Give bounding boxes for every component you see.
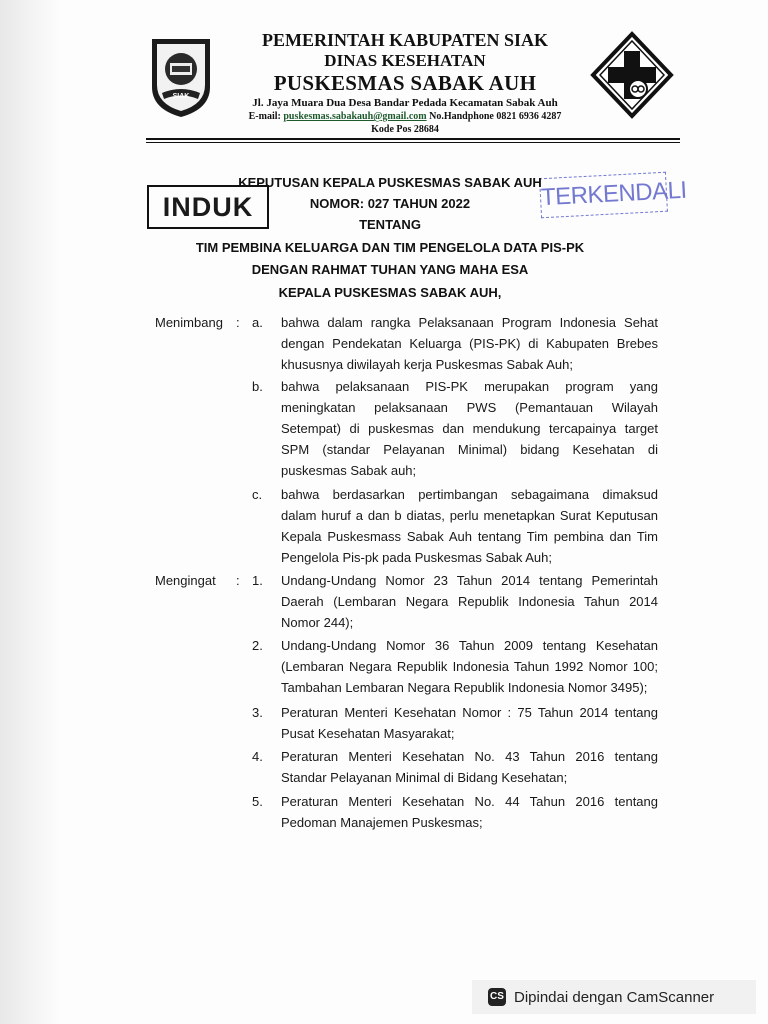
letterhead-rule-thin	[146, 142, 680, 143]
mengingat-marker: 3.	[252, 705, 263, 720]
phone: No.Handphone 0821 6936 4287	[426, 111, 562, 122]
menimbang-item: bahwa berdasarkan pertimbangan sebagaimana dimaksud dalam huruf a dan b diatas, perlu menetapkan Surat Keputusan Kepala Puskesmass Sabak Auh tentang Tim pembina dan Tim Pengelola Pis-pk pada Puskesmas Sabak Auh;	[281, 487, 658, 565]
letterhead-rule-thick	[146, 138, 680, 140]
menimbang-item: bahwa dalam rangka Pelaksanaan Program Indonesia Sehat dengan Pendekatan Keluarga (PIS-PK) di Kabupaten Brebes khususnya diwilayah kerja Puskesmas Sabak Auh;	[281, 315, 658, 372]
camscanner-label: Dipindai dengan CamScanner	[514, 988, 715, 1006]
menimbang-marker: b.	[252, 379, 263, 394]
camscanner-icon: CS	[488, 988, 506, 1006]
mengingat-item: Peraturan Menteri Kesehatan Nomor : 75 Tahun 2014 tentang Pusat Kesehatan Masyarakat;	[281, 705, 658, 741]
mengingat-item: Undang-Undang Nomor 36 Tahun 2009 tentang Kesehatan (Lembaran Negara Republik Indonesia Tahun 1992 Nomor 100; Tambahan Lembaran Negara Republik Indonesia Nomor 3495);	[281, 638, 658, 695]
camscanner-badge	[472, 980, 756, 1014]
regency-emblem-icon	[148, 35, 214, 119]
mengingat-label: Mengingat	[155, 573, 216, 588]
mengingat-marker: 1.	[252, 573, 263, 588]
mengingat-item: Peraturan Menteri Kesehatan No. 44 Tahun 2016 tentang Pedoman Manajemen Puskesmas;	[281, 794, 658, 830]
decree-title: KEPUTUSAN KEPALA PUSKESMAS SABAK AUH	[238, 175, 542, 190]
decree-number: NOMOR: 027 TAHUN 2022	[309, 196, 471, 211]
menimbang-label: Menimbang	[155, 315, 223, 330]
menimbang-item: bahwa pelaksanaan PIS-PK merupakan program yang meningkatan pelaksanaan PWS (Pemantauan Wilayah Setempat) di puskesmas dan mendukung tercapainya target SPM (standar Pelayanan Minimal) bidang Kesehatan di puskesmas Sabak auh;	[281, 379, 658, 478]
decree-head: KEPALA PUSKESMAS SABAK AUH,	[278, 285, 502, 300]
terkendali-stamp: TERKENDALI	[539, 172, 668, 219]
government-name: PEMERINTAH KABUPATEN SIAK	[261, 30, 549, 50]
letterhead	[210, 29, 600, 136]
induk-stamp: INDUK	[147, 185, 269, 229]
mengingat-item: Undang-Undang Nomor 23 Tahun 2014 tentang Pemerintah Daerah (Lembaran Negara Republik Indonesia Tahun 2014 Nomor 244);	[281, 573, 658, 630]
email-label: E-mail:	[248, 111, 284, 122]
mengingat-item: Peraturan Menteri Kesehatan No. 43 Tahun 2016 tentang Standar Pelayanan Minimal di Bidang Kesehatan;	[281, 749, 658, 785]
menimbang-marker: c.	[252, 487, 263, 502]
mengingat-colon: :	[236, 573, 240, 588]
email-link[interactable]: puskesmas.sabakauh@gmail.com	[283, 111, 427, 122]
menimbang-colon: :	[236, 315, 240, 330]
puskesmas-cross-icon	[590, 31, 674, 119]
postcode: Kode Pos 28684	[371, 124, 439, 135]
address: Jl. Jaya Muara Dua Desa Bandar Pedada Kecamatan Sabak Auh	[252, 97, 558, 109]
decree-grace: DENGAN RAHMAT TUHAN YANG MAHA ESA	[251, 262, 529, 277]
decree-about: TENTANG	[359, 217, 421, 232]
institution-name: PUSKESMAS SABAK AUH	[273, 71, 537, 95]
department-name: DINAS KESEHATAN	[324, 51, 486, 70]
decree-subject: TIM PEMBINA KELUARGA DAN TIM PENGELOLA DATA PIS-PK	[195, 240, 585, 255]
emblem-text: SIAK	[172, 93, 190, 100]
mengingat-marker: 4.	[252, 749, 263, 764]
mengingat-marker: 5.	[252, 794, 263, 809]
mengingat-marker: 2.	[252, 638, 263, 653]
scan-shadow	[0, 0, 60, 1024]
contact-line	[210, 110, 600, 123]
menimbang-marker: a.	[252, 315, 263, 330]
